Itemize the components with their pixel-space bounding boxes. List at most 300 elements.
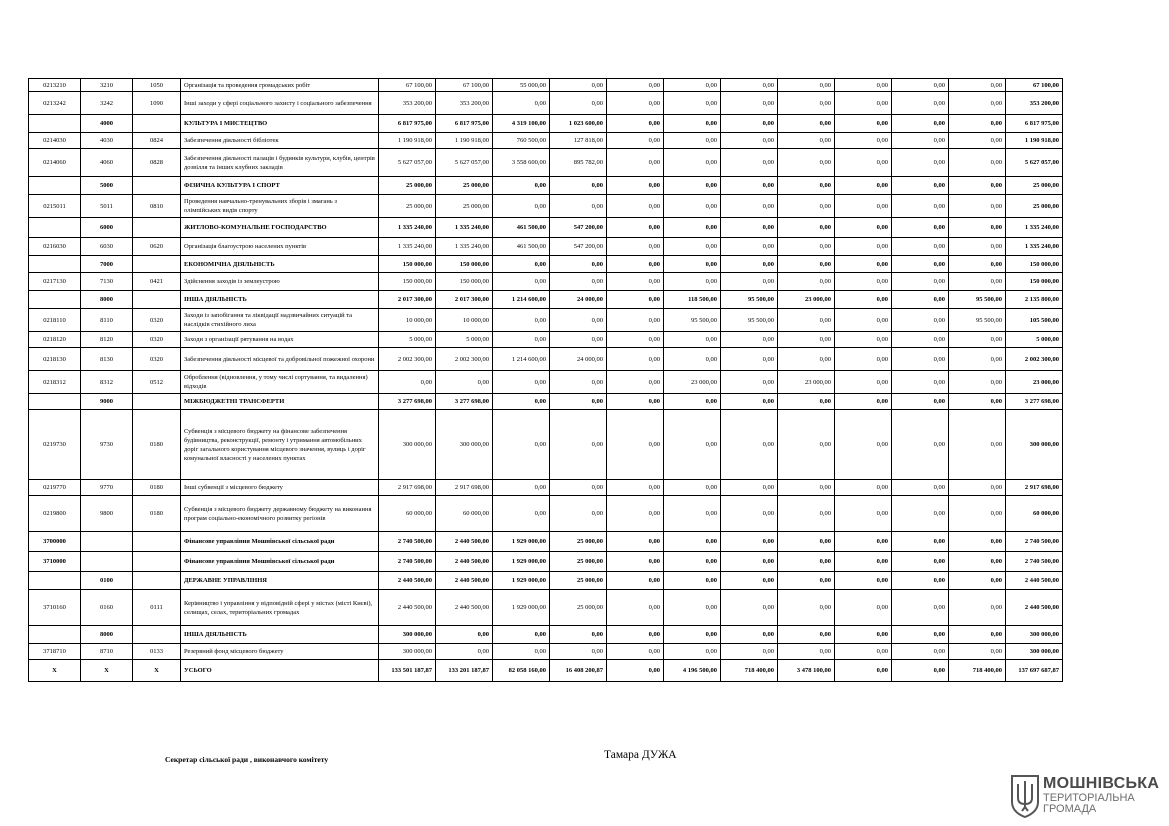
- cell-amount: 300 000,00: [436, 410, 493, 480]
- table-row: [29, 410, 1063, 480]
- cell-name: МІЖБЮДЖЕТНІ ТРАНСФЕРТИ: [181, 394, 379, 410]
- cell-kfkv: [133, 394, 181, 410]
- cell-kfk: 8000: [81, 626, 133, 644]
- cell-kfk: 9770: [81, 480, 133, 496]
- cell-amount: 16 408 200,87: [550, 660, 607, 682]
- cell-code: 0218110: [29, 309, 81, 332]
- cell-amount: 2 740 500,00: [379, 552, 436, 572]
- cell-kfkv: 0620: [133, 238, 181, 256]
- cell-amount: 1 335 240,00: [1006, 238, 1063, 256]
- cell-amount: 0,00: [493, 332, 550, 348]
- cell-amount: 0,00: [493, 195, 550, 218]
- cell-amount: 150 000,00: [379, 273, 436, 291]
- cell-amount: 1 190 918,00: [1006, 133, 1063, 149]
- cell-amount: 0,00: [607, 660, 664, 682]
- cell-amount: 0,00: [835, 480, 892, 496]
- cell-amount: 0,00: [550, 79, 607, 92]
- cell-name: Забезпечення діяльності палаців i будинків культури, клубів, центрів дозвілля та iнших клубних закладів: [181, 149, 379, 177]
- cell-amount: 10 000,00: [436, 309, 493, 332]
- cell-amount: 0,00: [664, 218, 721, 238]
- cell-name: Інші заходи у сфері соціального захисту і соціального забезпечення: [181, 92, 379, 115]
- cell-kfk: 9800: [81, 496, 133, 532]
- cell-amount: 0,00: [550, 309, 607, 332]
- cell-amount: 95 500,00: [721, 291, 778, 309]
- cell-amount: 0,00: [835, 496, 892, 532]
- cell-amount: 0,00: [493, 256, 550, 273]
- cell-amount: 2 740 500,00: [1006, 532, 1063, 552]
- cell-name: Організація благоустрою населених пунктів: [181, 238, 379, 256]
- cell-amount: 67 100,00: [379, 79, 436, 92]
- cell-amount: 0,00: [721, 256, 778, 273]
- cell-code: 3710160: [29, 590, 81, 626]
- cell-amount: 2 440 500,00: [436, 532, 493, 552]
- cell-amount: 0,00: [835, 291, 892, 309]
- cell-amount: 0,00: [550, 177, 607, 195]
- cell-amount: 0,00: [892, 133, 949, 149]
- cell-kfkv: 0828: [133, 149, 181, 177]
- cell-amount: 5 627 057,00: [1006, 149, 1063, 177]
- cell-kfkv: [133, 256, 181, 273]
- cell-amount: 0,00: [892, 273, 949, 291]
- cell-amount: 0,00: [778, 133, 835, 149]
- cell-amount: 0,00: [892, 149, 949, 177]
- cell-amount: 0,00: [949, 532, 1006, 552]
- cell-amount: 0,00: [493, 410, 550, 480]
- cell-kfk: 0160: [81, 590, 133, 626]
- cell-amount: 0,00: [778, 79, 835, 92]
- cell-amount: 0,00: [949, 115, 1006, 133]
- community-logo: [1010, 774, 1160, 818]
- cell-amount: 24 000,00: [550, 291, 607, 309]
- cell-amount: 0,00: [949, 644, 1006, 660]
- cell-amount: 0,00: [949, 371, 1006, 394]
- cell-name: Забезпечення діяльності місцевої та добровільної пожежної охорони: [181, 348, 379, 371]
- cell-amount: 60 000,00: [379, 496, 436, 532]
- secretary-label: Секретар сільської ради , виконавчого комітету: [165, 755, 329, 764]
- cell-amount: 0,00: [550, 92, 607, 115]
- cell-amount: 2 017 300,00: [379, 291, 436, 309]
- cell-code: 0214030: [29, 133, 81, 149]
- cell-amount: 0,00: [835, 238, 892, 256]
- cell-kfk: 8110: [81, 309, 133, 332]
- cell-amount: 6 817 975,00: [436, 115, 493, 133]
- cell-amount: 4 319 100,00: [493, 115, 550, 133]
- cell-amount: 0,00: [721, 371, 778, 394]
- table-row: [29, 660, 1063, 682]
- cell-amount: 0,00: [892, 480, 949, 496]
- cell-code: [29, 572, 81, 590]
- cell-kfk: 3210: [81, 79, 133, 92]
- cell-amount: 0,00: [949, 496, 1006, 532]
- cell-amount: 0,00: [835, 218, 892, 238]
- cell-amount: 0,00: [664, 79, 721, 92]
- cell-amount: 2 440 500,00: [379, 590, 436, 626]
- cell-kfk: 8000: [81, 291, 133, 309]
- cell-amount: 0,00: [949, 273, 1006, 291]
- cell-amount: 0,00: [607, 309, 664, 332]
- cell-amount: 0,00: [664, 195, 721, 218]
- cell-code: 0213242: [29, 92, 81, 115]
- cell-kfk: 4030: [81, 133, 133, 149]
- cell-amount: 461 500,00: [493, 218, 550, 238]
- cell-amount: 0,00: [778, 572, 835, 590]
- cell-kfkv: 1050: [133, 79, 181, 92]
- cell-amount: 2 440 500,00: [436, 572, 493, 590]
- cell-name: ДЕРЖАВНЕ УПРАВЛІННЯ: [181, 572, 379, 590]
- cell-amount: 1 335 240,00: [379, 218, 436, 238]
- cell-amount: 0,00: [949, 218, 1006, 238]
- cell-amount: 118 500,00: [664, 291, 721, 309]
- cell-amount: 0,00: [493, 394, 550, 410]
- cell-amount: 0,00: [778, 532, 835, 552]
- cell-kfkv: [133, 552, 181, 572]
- cell-amount: 0,00: [607, 133, 664, 149]
- cell-amount: 0,00: [949, 348, 1006, 371]
- cell-amount: 0,00: [835, 644, 892, 660]
- cell-name: Організація та проведення громадських робіт: [181, 79, 379, 92]
- cell-kfkv: [133, 218, 181, 238]
- cell-amount: 6 817 975,00: [379, 115, 436, 133]
- cell-amount: 137 697 687,87: [1006, 660, 1063, 682]
- cell-amount: 0,00: [664, 496, 721, 532]
- cell-amount: 300 000,00: [379, 410, 436, 480]
- cell-name: Заходи з організації рятування на водах: [181, 332, 379, 348]
- cell-amount: 25 000,00: [436, 177, 493, 195]
- table-row: [29, 532, 1063, 552]
- cell-amount: 25 000,00: [379, 177, 436, 195]
- table-row: [29, 480, 1063, 496]
- cell-amount: 0,00: [949, 238, 1006, 256]
- cell-amount: 0,00: [664, 348, 721, 371]
- cell-amount: 2 002 300,00: [1006, 348, 1063, 371]
- cell-code: [29, 115, 81, 133]
- cell-amount: 150 000,00: [436, 256, 493, 273]
- cell-name: Забезпечення діяльності бібліотек: [181, 133, 379, 149]
- cell-amount: 0,00: [778, 590, 835, 626]
- cell-amount: 0,00: [607, 238, 664, 256]
- cell-amount: 95 500,00: [949, 291, 1006, 309]
- cell-amount: 0,00: [778, 309, 835, 332]
- table-row: [29, 291, 1063, 309]
- cell-amount: 0,00: [892, 572, 949, 590]
- cell-amount: 2 002 300,00: [379, 348, 436, 371]
- cell-amount: 0,00: [835, 92, 892, 115]
- cell-amount: 0,00: [778, 552, 835, 572]
- cell-amount: 0,00: [607, 177, 664, 195]
- cell-kfk: 7000: [81, 256, 133, 273]
- cell-amount: 0,00: [664, 238, 721, 256]
- cell-amount: 0,00: [892, 115, 949, 133]
- cell-amount: 0,00: [949, 256, 1006, 273]
- cell-amount: 25 000,00: [1006, 195, 1063, 218]
- cell-amount: 0,00: [721, 195, 778, 218]
- cell-kfkv: 0320: [133, 332, 181, 348]
- cell-amount: 0,00: [664, 332, 721, 348]
- cell-amount: 0,00: [892, 238, 949, 256]
- cell-amount: 461 500,00: [493, 238, 550, 256]
- cell-amount: 0,00: [493, 644, 550, 660]
- table-row: [29, 394, 1063, 410]
- cell-amount: 0,00: [778, 256, 835, 273]
- cell-amount: 4 196 500,00: [664, 660, 721, 682]
- table-row: [29, 572, 1063, 590]
- cell-amount: 0,00: [493, 626, 550, 644]
- table-row: [29, 238, 1063, 256]
- cell-amount: 127 818,00: [550, 133, 607, 149]
- cell-amount: 0,00: [493, 92, 550, 115]
- cell-kfk: 3242: [81, 92, 133, 115]
- table-row: [29, 371, 1063, 394]
- cell-amount: 0,00: [778, 218, 835, 238]
- cell-kfk: 4000: [81, 115, 133, 133]
- cell-amount: 0,00: [892, 195, 949, 218]
- cell-amount: 0,00: [550, 371, 607, 394]
- cell-amount: 0,00: [835, 256, 892, 273]
- cell-amount: 133 501 187,87: [379, 660, 436, 682]
- cell-amount: 0,00: [721, 552, 778, 572]
- cell-amount: 0,00: [949, 572, 1006, 590]
- cell-amount: 0,00: [892, 532, 949, 552]
- trident-emblem-icon: [1010, 774, 1040, 818]
- logo-line-3: ГРОМАДА: [1043, 803, 1097, 815]
- table-body: [29, 79, 1063, 682]
- cell-amount: 0,00: [664, 273, 721, 291]
- cell-amount: 0,00: [892, 309, 949, 332]
- cell-kfk: 6000: [81, 218, 133, 238]
- cell-name: Заходи із запобігання та ліквідації надзвичайних ситуацій та наслідків стихійного лиха: [181, 309, 379, 332]
- cell-amount: 0,00: [835, 572, 892, 590]
- cell-amount: 0,00: [721, 532, 778, 552]
- cell-amount: 0,00: [436, 626, 493, 644]
- cell-amount: 0,00: [892, 79, 949, 92]
- cell-amount: 0,00: [607, 480, 664, 496]
- cell-name: ІНША ДІЯЛЬНІСТЬ: [181, 291, 379, 309]
- cell-amount: 1 335 240,00: [379, 238, 436, 256]
- cell-kfkv: 0512: [133, 371, 181, 394]
- cell-amount: 1 335 240,00: [436, 238, 493, 256]
- cell-amount: 1 190 918,00: [436, 133, 493, 149]
- cell-amount: 0,00: [607, 626, 664, 644]
- cell-amount: 25 000,00: [436, 195, 493, 218]
- cell-name: УСЬОГО: [181, 660, 379, 682]
- cell-amount: 0,00: [835, 133, 892, 149]
- table-row: [29, 79, 1063, 92]
- cell-amount: 0,00: [778, 410, 835, 480]
- cell-amount: 0,00: [778, 149, 835, 177]
- table-row: [29, 256, 1063, 273]
- cell-amount: 760 500,00: [493, 133, 550, 149]
- cell-code: 0214060: [29, 149, 81, 177]
- table-row: [29, 115, 1063, 133]
- cell-name: ІНША ДІЯЛЬНІСТЬ: [181, 626, 379, 644]
- cell-amount: 0,00: [721, 238, 778, 256]
- cell-code: 0219770: [29, 480, 81, 496]
- cell-amount: 0,00: [835, 309, 892, 332]
- cell-code: 0217130: [29, 273, 81, 291]
- cell-amount: 0,00: [493, 480, 550, 496]
- cell-amount: 0,00: [550, 195, 607, 218]
- cell-amount: 5 000,00: [379, 332, 436, 348]
- cell-name: ЕКОНОМІЧНА ДІЯЛЬНІСТЬ: [181, 256, 379, 273]
- cell-amount: 0,00: [607, 572, 664, 590]
- cell-amount: 2 917 698,00: [1006, 480, 1063, 496]
- budget-table: [28, 78, 1063, 682]
- cell-amount: 2 440 500,00: [436, 590, 493, 626]
- cell-amount: 0,00: [436, 644, 493, 660]
- cell-amount: 0,00: [835, 332, 892, 348]
- cell-amount: 0,00: [949, 590, 1006, 626]
- cell-amount: 0,00: [550, 626, 607, 644]
- table-row: [29, 133, 1063, 149]
- cell-amount: 300 000,00: [1006, 644, 1063, 660]
- cell-amount: 6 817 975,00: [1006, 115, 1063, 133]
- cell-code: 0218120: [29, 332, 81, 348]
- table-row: [29, 348, 1063, 371]
- cell-amount: 25 000,00: [379, 195, 436, 218]
- cell-code: 3718710: [29, 644, 81, 660]
- cell-code: 0213210: [29, 79, 81, 92]
- cell-code: [29, 256, 81, 273]
- cell-amount: 0,00: [721, 92, 778, 115]
- cell-amount: 0,00: [949, 149, 1006, 177]
- cell-amount: 1 929 000,00: [493, 532, 550, 552]
- cell-amount: 0,00: [835, 79, 892, 92]
- cell-amount: 3 558 600,00: [493, 149, 550, 177]
- table-row: [29, 92, 1063, 115]
- cell-amount: 0,00: [949, 480, 1006, 496]
- cell-amount: 23 000,00: [664, 371, 721, 394]
- cell-amount: 0,00: [778, 496, 835, 532]
- cell-amount: 0,00: [778, 644, 835, 660]
- cell-amount: 0,00: [721, 480, 778, 496]
- cell-name: Субвенція з місцевого бюджету державному бюджету на виконання програм соціально-економічного розвитку регіонів: [181, 496, 379, 532]
- cell-amount: 718 400,00: [721, 660, 778, 682]
- cell-kfk: 5011: [81, 195, 133, 218]
- cell-kfk: 5000: [81, 177, 133, 195]
- cell-amount: 1 214 600,00: [493, 348, 550, 371]
- cell-code: 0219730: [29, 410, 81, 480]
- cell-amount: 0,00: [949, 79, 1006, 92]
- table-row: [29, 177, 1063, 195]
- cell-kfk: 6030: [81, 238, 133, 256]
- cell-kfk: [81, 552, 133, 572]
- table-row: [29, 273, 1063, 291]
- cell-amount: 0,00: [721, 115, 778, 133]
- cell-amount: 0,00: [664, 644, 721, 660]
- cell-amount: 2 440 500,00: [436, 552, 493, 572]
- cell-amount: 0,00: [892, 496, 949, 532]
- cell-code: 0219800: [29, 496, 81, 532]
- cell-amount: 0,00: [835, 273, 892, 291]
- cell-amount: 0,00: [892, 660, 949, 682]
- cell-amount: 718 400,00: [949, 660, 1006, 682]
- cell-amount: 0,00: [778, 480, 835, 496]
- cell-code: [29, 177, 81, 195]
- cell-amount: 95 500,00: [664, 309, 721, 332]
- cell-amount: 0,00: [607, 115, 664, 133]
- cell-kfkv: 0320: [133, 309, 181, 332]
- cell-kfkv: [133, 532, 181, 552]
- cell-amount: 60 000,00: [436, 496, 493, 532]
- cell-amount: 353 200,00: [1006, 92, 1063, 115]
- cell-amount: 0,00: [664, 256, 721, 273]
- cell-amount: 0,00: [664, 480, 721, 496]
- cell-amount: 10 000,00: [379, 309, 436, 332]
- cell-amount: 0,00: [550, 644, 607, 660]
- cell-amount: 0,00: [835, 532, 892, 552]
- cell-amount: 0,00: [493, 273, 550, 291]
- cell-amount: 2 002 300,00: [436, 348, 493, 371]
- cell-amount: 0,00: [949, 133, 1006, 149]
- cell-amount: 0,00: [892, 626, 949, 644]
- cell-kfkv: 1090: [133, 92, 181, 115]
- cell-kfk: 8130: [81, 348, 133, 371]
- cell-amount: 23 000,00: [1006, 371, 1063, 394]
- cell-name: ЖИТЛОВО-КОМУНАЛЬНЕ ГОСПОДАРСТВО: [181, 218, 379, 238]
- cell-amount: 150 000,00: [1006, 273, 1063, 291]
- cell-amount: 0,00: [778, 626, 835, 644]
- cell-amount: 0,00: [721, 332, 778, 348]
- cell-amount: 0,00: [607, 532, 664, 552]
- logo-line-2: ТЕРИТОРІАЛЬНА: [1043, 792, 1135, 804]
- cell-amount: 1 929 000,00: [493, 572, 550, 590]
- cell-amount: 0,00: [550, 256, 607, 273]
- cell-amount: 895 782,00: [550, 149, 607, 177]
- cell-amount: 55 000,00: [493, 79, 550, 92]
- cell-amount: 547 200,00: [550, 238, 607, 256]
- table-row: [29, 218, 1063, 238]
- cell-amount: 0,00: [607, 273, 664, 291]
- cell-amount: 0,00: [607, 195, 664, 218]
- cell-kfk: 4060: [81, 149, 133, 177]
- cell-kfkv: [133, 177, 181, 195]
- cell-amount: 0,00: [778, 92, 835, 115]
- cell-amount: 0,00: [892, 332, 949, 348]
- cell-amount: 0,00: [949, 552, 1006, 572]
- cell-amount: 0,00: [664, 133, 721, 149]
- cell-amount: 0,00: [778, 348, 835, 371]
- cell-name: Фінансове управління Мошнівської сільської ради: [181, 552, 379, 572]
- cell-amount: 0,00: [892, 552, 949, 572]
- cell-amount: 2 917 698,00: [436, 480, 493, 496]
- cell-amount: 0,00: [664, 626, 721, 644]
- cell-kfkv: 0421: [133, 273, 181, 291]
- cell-amount: 0,00: [892, 256, 949, 273]
- cell-amount: 0,00: [835, 626, 892, 644]
- cell-amount: 0,00: [721, 496, 778, 532]
- cell-amount: 2 017 300,00: [436, 291, 493, 309]
- cell-amount: 300 000,00: [379, 626, 436, 644]
- cell-amount: 0,00: [664, 115, 721, 133]
- cell-amount: 5 627 057,00: [436, 149, 493, 177]
- cell-amount: 0,00: [721, 572, 778, 590]
- table-row: [29, 590, 1063, 626]
- cell-amount: 2 740 500,00: [1006, 552, 1063, 572]
- cell-amount: 0,00: [607, 410, 664, 480]
- cell-amount: 150 000,00: [436, 273, 493, 291]
- cell-amount: 0,00: [892, 590, 949, 626]
- cell-amount: 1 929 000,00: [493, 590, 550, 626]
- cell-kfkv: 0810: [133, 195, 181, 218]
- table-row: [29, 332, 1063, 348]
- table-row: [29, 496, 1063, 532]
- cell-amount: 0,00: [892, 394, 949, 410]
- table-row: [29, 552, 1063, 572]
- cell-amount: 3 277 698,00: [1006, 394, 1063, 410]
- cell-amount: 2 135 800,00: [1006, 291, 1063, 309]
- cell-amount: 0,00: [607, 332, 664, 348]
- cell-amount: 3 277 698,00: [379, 394, 436, 410]
